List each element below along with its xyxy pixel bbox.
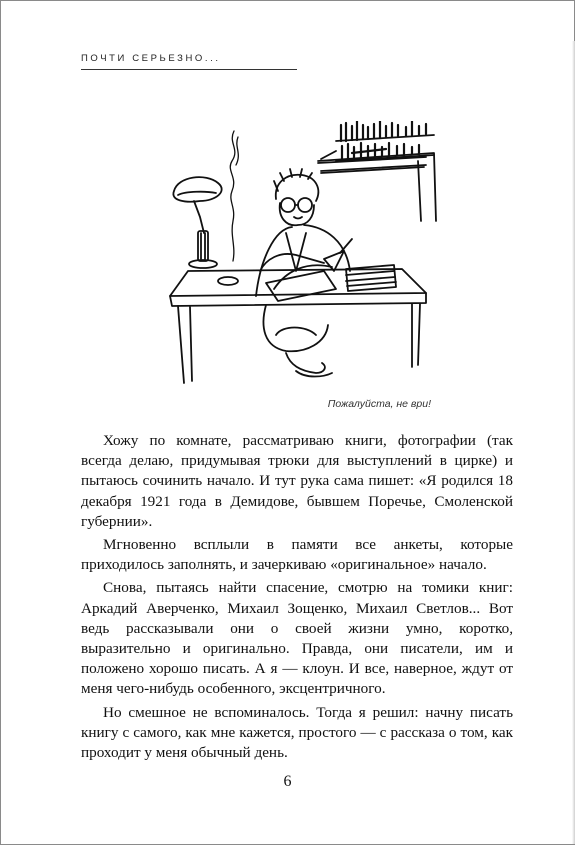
paragraph: Хожу по комнате, рассматриваю книги, фотографии (так всегда делаю, придумывая трюки для выступлений в цирке) и пытаюсь сочинить начало. И тут рука сама пишет: «Я родился 18 декабря 1921 года в Демидове, бывшем Поречье, Смоленской губернии». bbox=[81, 432, 513, 530]
running-head: ПОЧТИ СЕРЬЕЗНО... bbox=[81, 53, 221, 64]
illustration-caption: Пожалуйста, не ври! bbox=[327, 398, 431, 410]
desk-lamp-drawing bbox=[173, 177, 221, 268]
bookshelf-drawing bbox=[318, 121, 436, 221]
feet-drawing bbox=[286, 353, 332, 377]
paragraph: Мгновенно всплыли в памяти все анкеты, которые приходилось заполнять, и зачеркиваю «оригинальное» начало. bbox=[81, 536, 513, 574]
header-rule bbox=[81, 69, 297, 70]
paragraph: Снова, пытаясь найти спасение, смотрю на томики книг: Аркадий Аверченко, Михаил Зощенко, Михаил Светлов... Вот ведь рассказывали они о своей жизни умно, коротко, выразительно и оригинально. Правда, они писатели, им и положено хорошо писать. А я — клоун. И все, наверное, ждут от меня чего-нибудь особенного, эксцентричного. bbox=[81, 579, 513, 698]
paragraph: Но смешное не вспоминалось. Тогда я решил: начну писать книгу с самого, как мне кажется, простого — с рассказа о том, как проходит у меня обычный день. bbox=[81, 703, 513, 762]
cigarette-smoke-drawing bbox=[230, 131, 238, 261]
man-drawing bbox=[256, 169, 352, 296]
desk-drawing bbox=[170, 269, 426, 383]
page-number: 6 bbox=[283, 773, 292, 790]
ashtray-drawing bbox=[218, 277, 238, 285]
body-text bbox=[81, 431, 513, 766]
illustration-man-writing-at-desk bbox=[156, 121, 441, 391]
